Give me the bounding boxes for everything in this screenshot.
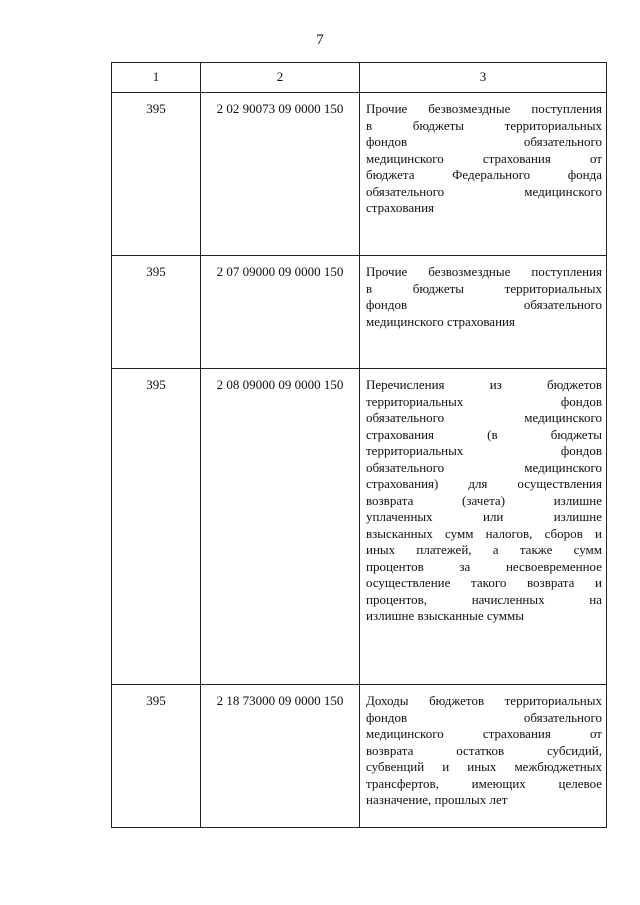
description-line: территориальных фондов — [366, 443, 602, 458]
kbk-code-cell: 2 07 09000 09 0000 150 — [201, 256, 360, 369]
description-line: обязательного медицинского — [366, 410, 602, 425]
description-line: медицинского страхования от — [366, 726, 602, 741]
description-line: назначение, прошлых лет — [366, 792, 508, 807]
description-line: осуществление такого возврата и — [366, 575, 602, 590]
description-line: страхования (в бюджеты — [366, 426, 602, 442]
description-line: излишне взысканные суммы — [366, 608, 524, 623]
description-line: Перечисления из бюджетов — [366, 377, 602, 392]
description-line: взысканных сумм налогов, сборов и — [366, 525, 602, 541]
description-line: фондов обязательного — [366, 709, 602, 725]
table-row — [112, 685, 607, 828]
description-line: фондов обязательного — [366, 134, 602, 149]
description-line: территориальных фондов — [366, 393, 602, 409]
table-row — [112, 256, 607, 369]
description-line: трансфертов, имеющих целевое — [366, 775, 602, 791]
description-cell — [360, 369, 607, 685]
description-line: возврата остатков субсидий, — [366, 742, 602, 758]
description-line: в бюджеты территориальных — [366, 280, 602, 296]
description-line: страхования) для осуществления — [366, 476, 602, 491]
description-line: субвенций и иных межбюджетных — [366, 759, 602, 774]
admin-code-cell: 395 — [112, 93, 201, 256]
description-line: процентов, начисленных на — [366, 591, 602, 607]
description-line: иных платежей, а также сумм — [366, 542, 602, 557]
description-line: страхования — [366, 200, 435, 215]
column-header-3: 3 — [360, 63, 607, 93]
description-line: Прочие безвозмездные поступления — [366, 101, 602, 116]
description-line: процентов за несвоевременное — [366, 558, 602, 574]
table-header-row — [112, 63, 607, 93]
description-cell — [360, 93, 607, 256]
table-row — [112, 369, 607, 685]
description-line: фондов обязательного — [366, 297, 602, 312]
description-line: Доходы бюджетов территориальных — [366, 693, 602, 708]
description-line: возврата (зачета) излишне — [366, 492, 602, 508]
admin-code-cell: 395 — [112, 369, 201, 685]
description-cell — [360, 256, 607, 369]
description-line: уплаченных или излишне — [366, 509, 602, 524]
income-codes-table — [111, 62, 607, 828]
table-row — [112, 93, 607, 256]
column-header-2: 2 — [201, 63, 360, 93]
description-line: Прочие безвозмездные поступления — [366, 264, 602, 279]
description-line: обязательного медицинского — [366, 459, 602, 475]
description-line: бюджета Федерального фонда — [366, 167, 602, 182]
admin-code-cell: 395 — [112, 685, 201, 828]
kbk-code-cell: 2 18 73000 09 0000 150 — [201, 685, 360, 828]
kbk-code-cell: 2 02 90073 09 0000 150 — [201, 93, 360, 256]
kbk-code-cell: 2 08 09000 09 0000 150 — [201, 369, 360, 685]
page-number: 7 — [316, 32, 324, 48]
admin-code-cell: 395 — [112, 256, 201, 369]
description-line: обязательного медицинского — [366, 183, 602, 199]
description-line: медицинского страхования от — [366, 150, 602, 166]
description-cell — [360, 685, 607, 828]
column-header-1: 1 — [112, 63, 201, 93]
description-line: в бюджеты территориальных — [366, 117, 602, 133]
description-line: медицинского страхования — [366, 313, 515, 329]
